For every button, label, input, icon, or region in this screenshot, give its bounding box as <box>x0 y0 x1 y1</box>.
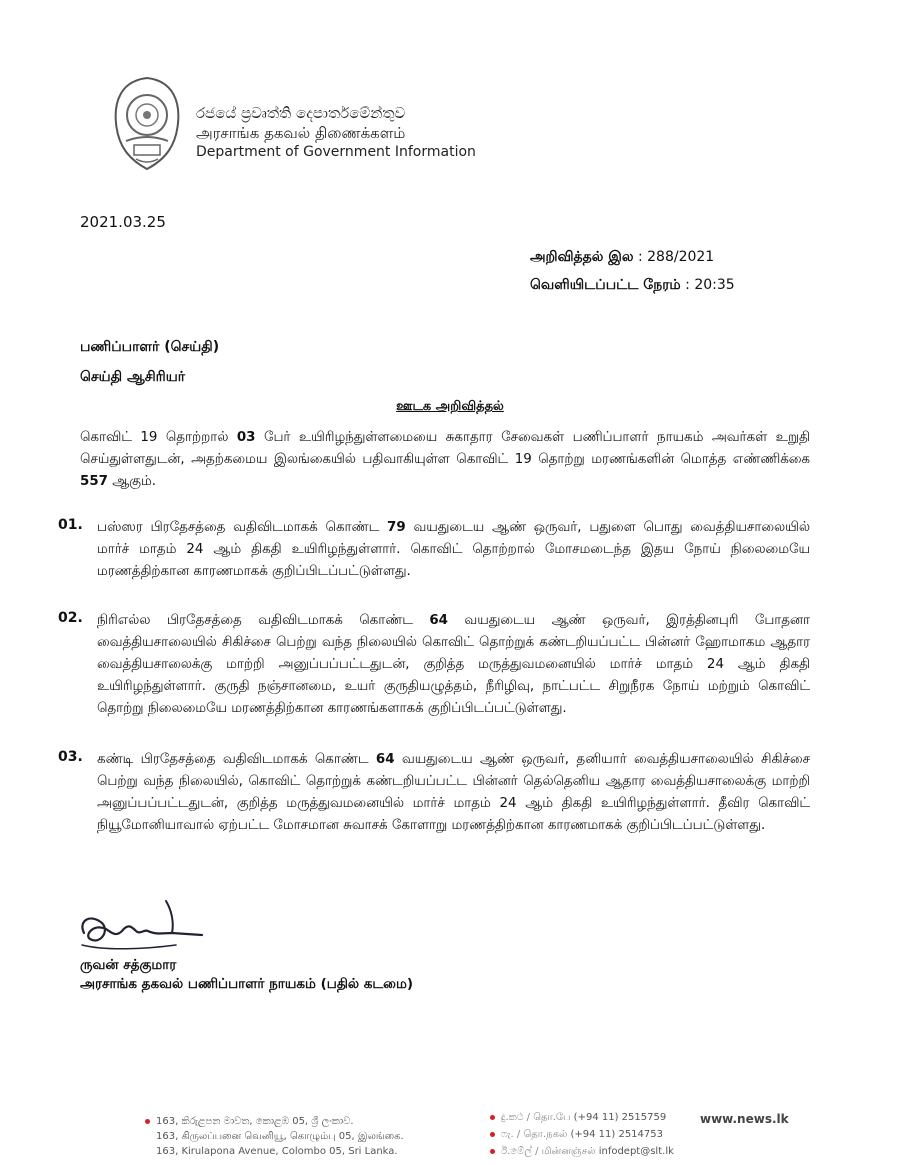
item-number: 01. <box>58 517 83 533</box>
notice-number: அறிவித்தல் இல : 288/2021 <box>530 249 715 265</box>
org-name-english: Department of Government Information <box>196 144 476 160</box>
recipient-director: பணிப்பாளர் (செய்தி) <box>80 339 220 355</box>
footer-address-tamil: 163, கிருலப்பனை வெனியூ, கொழும்பு 05, இலங்கை. <box>156 1131 404 1142</box>
notice-number-value: 288/2021 <box>647 249 715 265</box>
signatory-name: ருவன் சத்குமார <box>80 957 177 973</box>
media-release-title: ஊடக அறிவித்தல் <box>396 399 504 414</box>
deaths-today: 03 <box>236 430 256 445</box>
case-age: 79 <box>387 520 406 535</box>
case-age: 64 <box>429 613 448 628</box>
bullet-icon <box>490 1149 495 1154</box>
item-number: 02. <box>58 610 83 626</box>
footer-fax: ෆැ. / தொ.நகல் (+94 11) 2514753 <box>490 1129 663 1141</box>
case-paragraph: கண்டி பிரதேசத்தை வதிவிடமாகக் கொண்ட 64 வயதுடைய ஆண் ஒருவர், தனியார் வைத்தியசாலையில் சிகிச்சை பெற்று வந்த நிலையில், கொவிட் தொற்றுக் கண்டறியப்பட்ட பின்னர் தெல்தெனிய ஆதார வைத்தியசாலைக்கு மாற்றி அனுப்பப்பட்டதுடன், குறித்த மருத்துவமனையில் மார்ச் மாதம் 24 ஆம் திகதி உயிரிழந்துள்ளார். தீவிர கொவிட் நியூமோனியாவால் ஏற்பட்ட மோசமான சுவாசக் கோளாறு மரணத்திற்கான காரணமாகக் குறிப்பிடப்பட்டுள்ளது. <box>97 752 810 833</box>
item-number: 03. <box>58 749 83 765</box>
government-emblem-icon <box>112 75 182 173</box>
signatory-title: அரசாங்க தகவல் பணிப்பாளர் நாயகம் (பதில் கடமை) <box>80 976 413 992</box>
case-paragraph: நிரிஎல்ல பிரதேசத்தை வதிவிடமாகக் கொண்ட 64 வயதுடைய ஆண் ஒருவர், இரத்தினபுரி போதனா வைத்தியசாலையில் சிகிச்சை பெற்று வந்த நிலையில் கொவிட் தொற்றுக் கண்டறியப்பட்ட பின்னர் ஹோமாகம ஆதார வைத்தியசாலைக்கு மாற்றி அனுப்பப்பட்டதுடன், குறித்த மருத்துவமனையில் மார்ச் மாதம் 24 ஆம் திகதி உயிரிழந்துள்ளார். குருதி நஞ்சானமை, உயர் குருதியழுத்தம், நீரிழிவு, நாட்பட்ட சிறுநீரக நோய் மற்றும் கொவிட் தொற்று நிலைமையே மரணத்திற்கான காரணங்களாகக் குறிப்பிடப்பட்டுள்ளது. <box>97 613 810 716</box>
case-age: 64 <box>375 752 395 767</box>
release-time-label: வெளியிடப்பட்ட நேரம் <box>530 277 681 293</box>
case-paragraph: பஸ்ஸர பிரதேசத்தை வதிவிடமாகக் கொண்ட 79 வயதுடைய ஆண் ஒருவர், பதுளை பொது வைத்தியசாலையில் மார்ச் மாதம் 24 ஆம் திகதி உயிரிழந்துள்ளார். கொவிட் தொற்றால் மோசமடைந்த இதய நோய் நிலைமையே மரணத்திற்கான காரணமாகக் குறிப்பிடப்பட்டுள்ளது. <box>97 520 810 579</box>
release-time-value: 20:35 <box>694 277 735 293</box>
bullet-icon <box>145 1119 150 1124</box>
release-time: வெளியிடப்பட்ட நேரம் : 20:35 <box>530 277 735 293</box>
document-date: 2021.03.25 <box>80 213 166 231</box>
org-name-tamil: அரசாங்க தகவல் திணைக்களம் <box>196 124 406 142</box>
footer-email[interactable]: ඊ.මේල් / மின்னஞ்சல் infodept@slt.lk <box>490 1146 674 1158</box>
footer-address-english: 163, Kirulapona Avenue, Colombo 05, Sri Lanka. <box>156 1146 398 1157</box>
recipient-editor: செய்தி ஆசிரியர் <box>80 369 186 385</box>
total-deaths: 557 <box>80 474 108 489</box>
intro-paragraph: கொவிட் 19 தொற்றால் 03 பேர் உயிரிழந்துள்ளமையை சுகாதார சேவைகள் பணிப்பாளர் நாயகம் அவர்கள் உறுதி செய்துள்ளதுடன், அதற்கமைய இலங்கையில் பதிவாகியுள்ள கொவிட் 19 தொற்று மரணங்களின் மொத்த எண்ணிக்கை 557 ஆகும். <box>80 430 810 489</box>
bullet-icon <box>490 1115 495 1120</box>
bullet-icon <box>490 1132 495 1137</box>
footer-phone: දු.කථ / தொ.பே (+94 11) 2515759 <box>490 1112 666 1124</box>
footer-website-link[interactable]: www.news.lk <box>700 1112 789 1126</box>
signature-icon <box>76 893 206 953</box>
org-name-sinhala: රජයේ ප්‍රවෘත්ති දෙපාර්තමේන්තුව <box>196 104 406 122</box>
footer-address-sinhala: 163, කිරුළපන මාවත, කොළඹ 05, ශ්‍රී ලංකාව. <box>145 1116 354 1127</box>
notice-number-label: அறிவித்தல் இல <box>530 249 634 265</box>
